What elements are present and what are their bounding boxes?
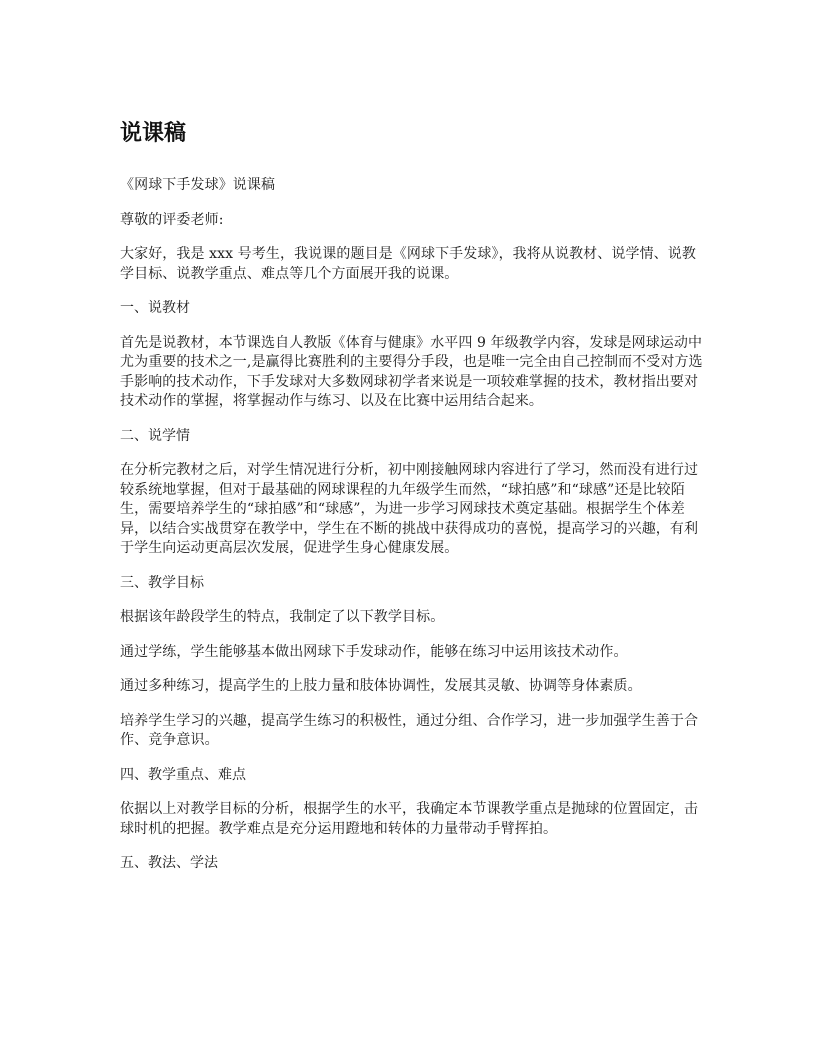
section-heading: 二、说学情	[120, 427, 190, 444]
section-paragraph: 培养学生学习的兴趣，提高学生练习的积极性，通过分组、合作学习，进一步加强学生善于合作、竞争意识。	[120, 712, 699, 748]
section-heading: 一、说教材	[120, 300, 190, 316]
section-learners	[120, 427, 706, 559]
section-paragraph: 通过学练，学生能够基本做出网球下手发球动作，能够在练习中运用该技术动作。	[120, 643, 628, 660]
section-paragraph: 首先是说教材，本节课选自人教版《体育与健康》水平四 9 年级教学内容，发球是网球运动中尤为重要的技术之一,是赢得比赛胜利的主要得分手段，也是唯一完全由自己控制而不受对方选手影响的技术动作，下手发球对大多数网球初学者来说是一项较难掌握的技术，教材指出要对技术动作的掌握，将掌握动作与练习、以及在比赛中运用结合起来。	[120, 334, 703, 409]
document-page	[120, 118, 706, 889]
greeting: 尊敬的评委老师:	[120, 211, 224, 228]
section-heading: 四、教学重点、难点	[120, 766, 246, 783]
section-key-points	[120, 766, 706, 840]
section-paragraph: 通过多种练习，提高学生的上肢力量和肢体协调性，发展其灵敏、协调等身体素质。	[120, 678, 642, 694]
section-textbook	[120, 299, 706, 412]
document-subtitle: 《网球下手发球》说课稿	[120, 177, 276, 193]
section-heading: 三、教学目标	[120, 574, 204, 591]
intro-paragraph: 大家好，我是 xxx 号考生，我说课的题目是《网球下手发球》，我将从说教材、说学情、说教学目标、说教学重点、难点等几个方面展开我的说课。	[120, 246, 696, 282]
section-paragraph: 在分析完教材之后，对学生情况进行分析，初中刚接触网球内容进行了学习，然而没有进行过较系统地掌握，但对于最基础的网球课程的九年级学生而然，“球拍感”和“球感”还是比较陌生，需要培养学生的“球拍感”和“球感”，为进一步学习网球技术奠定基础。根据学生个体差异，以结合实战贯穿在教学中，学生在不断的挑战中获得成功的喜悦，提高学习的兴趣，有利于学生向运动更高层次发展，促进学生身心健康发展。	[120, 462, 699, 556]
section-paragraph: 依据以上对教学目标的分析，根据学生的水平，我确定本节课教学重点是抛球的位置固定，击球时机的把握。教学难点是充分运用蹬地和转体的力量带动手臂挥拍。	[120, 801, 699, 837]
section-heading: 五、教法、学法	[120, 855, 218, 871]
section-methods	[120, 854, 706, 874]
section-objectives	[120, 574, 706, 751]
section-paragraph: 根据该年龄段学生的特点，我制定了以下教学目标。	[120, 609, 445, 625]
document-title: 说课稿	[120, 121, 187, 146]
